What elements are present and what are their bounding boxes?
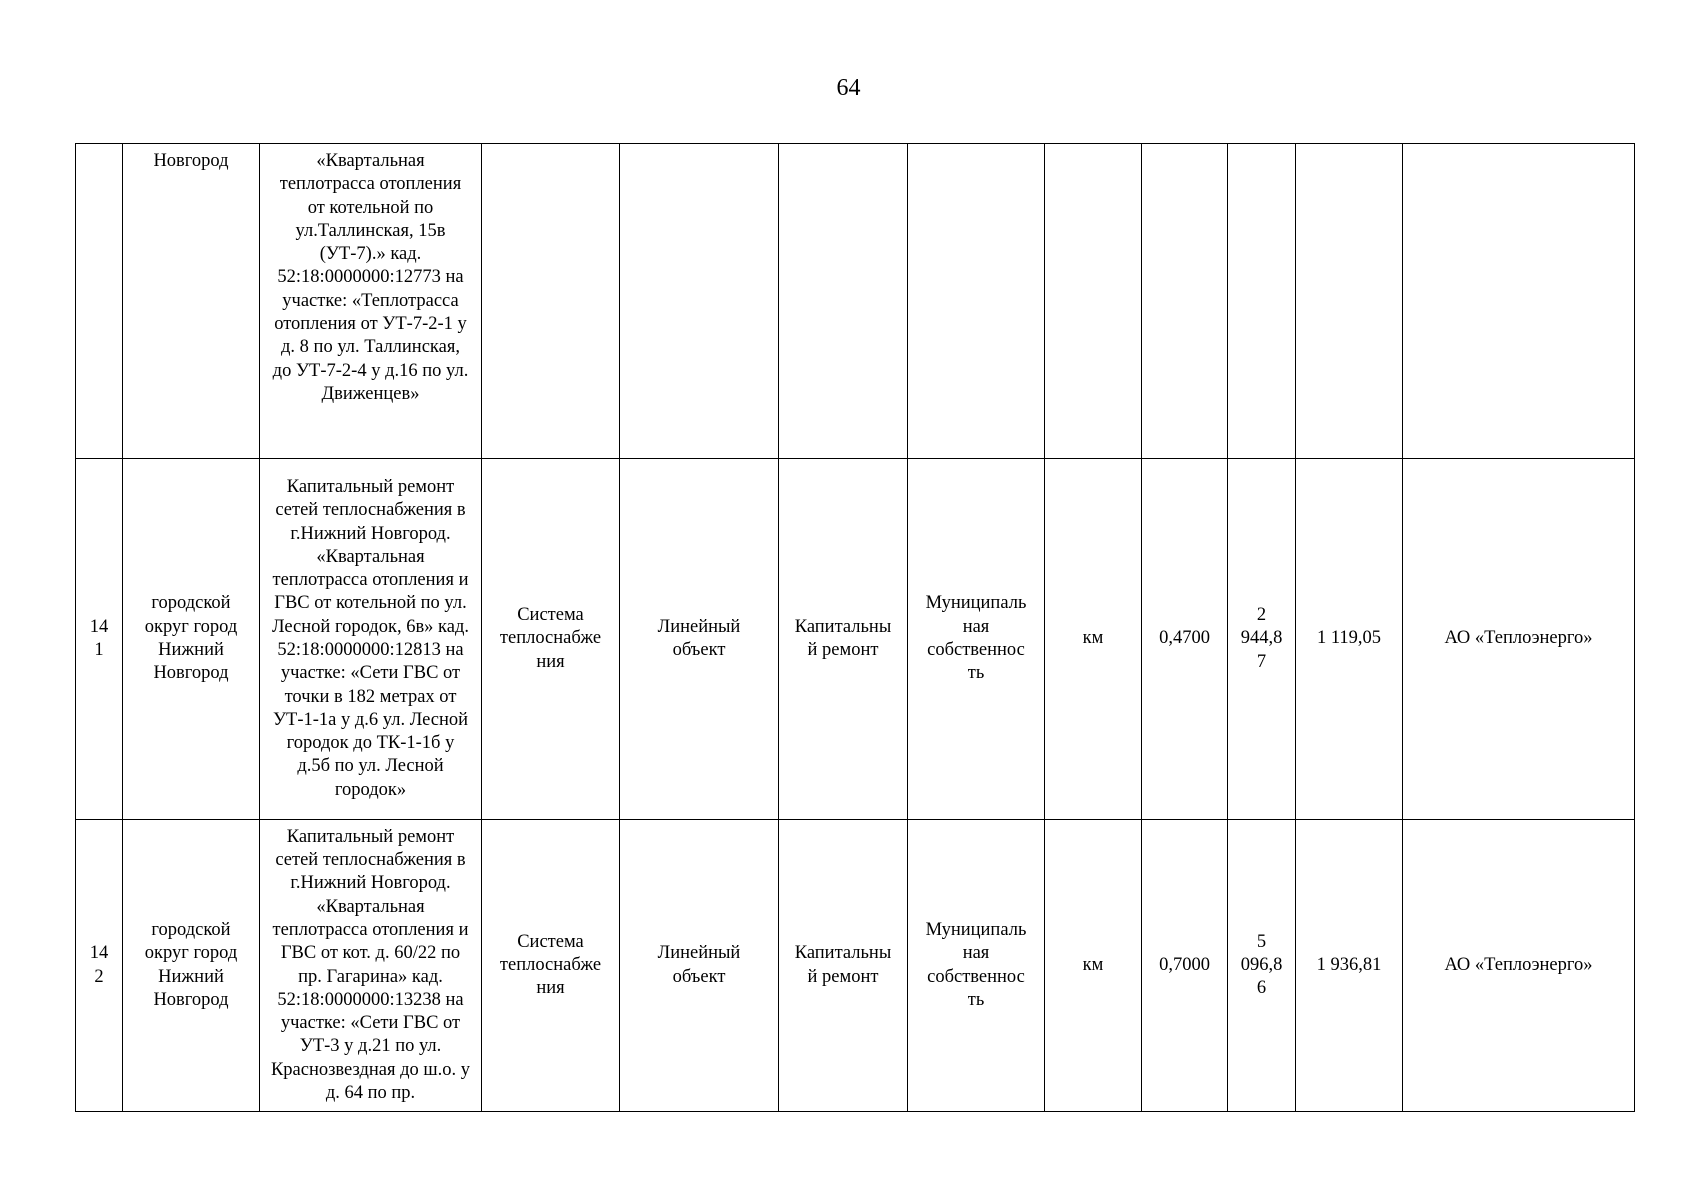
cell-system: Система теплоснабже ния [482, 459, 620, 820]
cell-object-type: Линейный объект [620, 820, 779, 1112]
cell-object-type: Линейный объект [620, 459, 779, 820]
cell-description: Капитальный ремонт сетей теплоснабжения в г.Нижний Новгород. «Квартальная теплотрасса отопления и ГВС от котельной по ул. Лесной городок, 6в» кад. 52:18:0000000:12813 на участке: «Сети ГВС от точки в 182 метрах от УТ-1-1а у д.6 ул. Лесной городок до ТК-1-1б у д.5б по ул. Лесной городок» [260, 459, 482, 820]
cell-ownership: Муниципаль ная собственнос ть [908, 820, 1045, 1112]
cell-cost-year: 1 119,05 [1296, 459, 1403, 820]
cell-unit: км [1045, 820, 1142, 1112]
cell-description: Капитальный ремонт сетей теплоснабжения в г.Нижний Новгород. «Квартальная теплотрасса отопления и ГВС от кот. д. 60/22 по пр. Гагарина» кад. 52:18:0000000:13238 на участке: «Сети ГВС от УТ-3 у д.21 по ул. Краснозвездная до ш.о. у д. 64 по пр. [260, 820, 482, 1112]
cell-municipality: городской округ город Нижний Новгород [123, 820, 260, 1112]
cell-municipality: Новгород [123, 144, 260, 459]
cell-cost-year: 1 936,81 [1296, 820, 1403, 1112]
cell-number: 14 2 [76, 820, 123, 1112]
cell-system [482, 144, 620, 459]
cell-number: 14 1 [76, 459, 123, 820]
cell-cost-total: 5 096,8 6 [1228, 820, 1296, 1112]
cell-quantity: 0,4700 [1142, 459, 1228, 820]
cell-unit [1045, 144, 1142, 459]
cell-work-type: Капитальны й ремонт [779, 459, 908, 820]
capital-repair-table [75, 143, 1635, 1112]
cell-number [76, 144, 123, 459]
cell-operator: АО «Теплоэнерго» [1403, 820, 1635, 1112]
cell-cost-total: 2 944,8 7 [1228, 459, 1296, 820]
cell-operator [1403, 144, 1635, 459]
cell-system: Система теплоснабже ния [482, 820, 620, 1112]
cell-ownership [908, 144, 1045, 459]
cell-description: «Квартальная теплотрасса отопления от котельной по ул.Таллинская, 15в (УТ-7).» кад. 52:18:0000000:12773 на участке: «Теплотрасса отопления от УТ-7-2-1 у д. 8 по ул. Таллинская, до УТ-7-2-4 у д.16 по ул. Движенцев» [260, 144, 482, 459]
cell-ownership: Муниципаль ная собственнос ть [908, 459, 1045, 820]
table-row [76, 820, 1635, 1112]
cell-unit: км [1045, 459, 1142, 820]
cell-object-type [620, 144, 779, 459]
cell-cost-total [1228, 144, 1296, 459]
table-row [76, 144, 1635, 459]
cell-quantity: 0,7000 [1142, 820, 1228, 1112]
cell-municipality: городской округ город Нижний Новгород [123, 459, 260, 820]
cell-operator: АО «Теплоэнерго» [1403, 459, 1635, 820]
table-row [76, 459, 1635, 820]
cell-work-type: Капитальны й ремонт [779, 820, 908, 1112]
cell-cost-year [1296, 144, 1403, 459]
cell-work-type [779, 144, 908, 459]
page-number: 64 [836, 75, 861, 101]
cell-quantity [1142, 144, 1228, 459]
